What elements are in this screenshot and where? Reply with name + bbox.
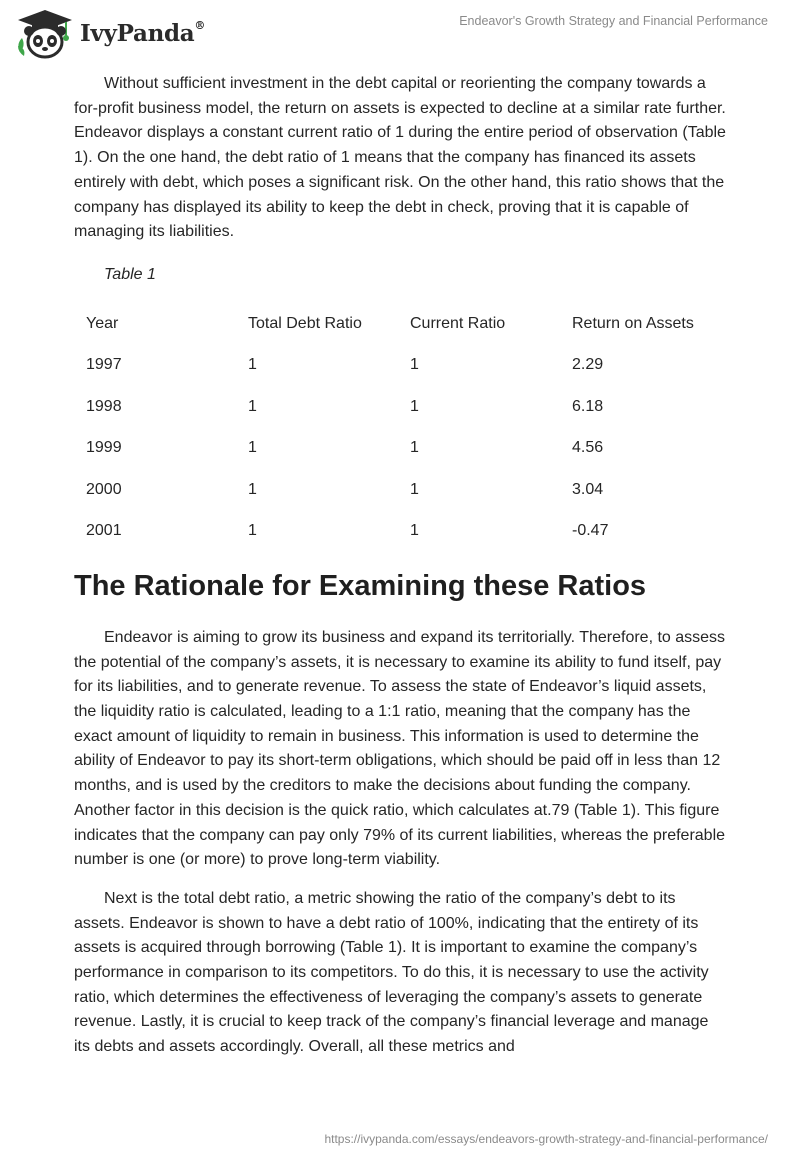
ratios-table [74, 303, 726, 552]
table-row [74, 510, 726, 552]
ivypanda-logo-icon[interactable] [14, 8, 76, 60]
table-header-cell: Total Debt Ratio [248, 314, 362, 332]
table-caption: Table 1 [104, 265, 156, 283]
paragraph-1: Without sufficient investment in the debt capital or reorienting the company towards a for-profit business model, the return on assets is expected to decline at a similar rate further. Endeavor displays a constant current ratio of 1 during the entire period of observation (Table 1). On the one hand, the debt ratio of 1 means that the company has financed its assets entirely with debt, which poses a significant risk. On the other hand, this ratio shows that the company has displayed its ability to keep the debt in check, proving that it is capable of managing its liabilities. [74, 75, 726, 241]
table-cell: 1998 [86, 397, 122, 415]
table-cell: 1 [248, 397, 257, 415]
running-title: Endeavor's Growth Strategy and Financial Performance [459, 14, 768, 28]
table-cell: 1 [410, 522, 419, 540]
table-header-row [74, 303, 726, 345]
table-cell: 1 [248, 356, 257, 374]
table-cell: 3.04 [572, 480, 604, 498]
table-cell: 4.56 [572, 439, 604, 457]
brand-text: IvyPanda [80, 20, 195, 47]
section-heading: The Rationale for Examining these Ratios [74, 569, 647, 602]
table-cell: 1 [410, 397, 419, 415]
table-cell: 1 [248, 439, 257, 457]
table-cell: 1 [410, 356, 419, 374]
paragraph-3: Next is the total debt ratio, a metric showing the ratio of the company’s debt to its assets. Endeavor is shown to have a debt ratio of 100%, indicating that the entirety of its assets is acquired through borrowing (Table 1). It is important to examine the company’s performance in comparison to its competitors. To do this, it is necessary to use the activity ratio, which determines the effectiveness of leveraging the company’s assets to generate revenue. Lastly, it is crucial to keep track of the company’s financial leverage and manage its debts and assets accordingly. Overall, all these metrics and [74, 889, 709, 1056]
table-cell: 1 [248, 480, 257, 498]
table-header-cell: Return on Assets [572, 314, 694, 332]
essay-content [74, 72, 726, 1060]
table-cell: 1997 [86, 356, 122, 374]
table-cell: 1 [248, 522, 257, 540]
table-cell: 1 [410, 439, 419, 457]
table-cell: 1 [410, 480, 419, 498]
table-cell: -0.47 [572, 522, 609, 540]
table-row [74, 344, 726, 386]
table-cell: 2001 [86, 522, 122, 540]
registered-mark: ® [194, 19, 206, 33]
table-header-cell: Current Ratio [410, 314, 506, 332]
paragraph-2: Endeavor is aiming to grow its business and expand its territorially. Therefore, to assess the potential of the company’s assets, it is necessary to examine its ability to fund itself, pay for its liabilities, and to generate revenue. To assess the state of Endeavor’s liquid assets, the liquidity ratio is calculated, leading to a 1:1 ratio, meaning that the company has the exact amount of liquidity to remain in business. This information is used to determine the ability of Endeavor to pay its short-term obligations, which should be paid off in less than 12 months, and is used by the creditors to make the decisions about funding the company. Another factor in this decision is the quick ratio, which calculates at.79 (Table 1). This figure indicates that the company can pay only 79% of its current liabilities, whereas the preferable number is one (or more) to prove long-term viability. [74, 628, 726, 869]
table-cell: 1999 [86, 439, 122, 457]
table-cell: 6.18 [572, 397, 604, 415]
table-header-cell: Year [86, 314, 119, 332]
table-row [74, 469, 726, 511]
footer-url[interactable]: https://ivypanda.com/essays/endeavors-growth-strategy-and-financial-performance/ [324, 1132, 768, 1146]
table-cell: 2.29 [572, 356, 604, 374]
table-cell: 2000 [86, 480, 122, 498]
table-row [74, 427, 726, 469]
brand-name[interactable] [80, 20, 205, 47]
table-row [74, 386, 726, 428]
page-header [0, 0, 800, 70]
